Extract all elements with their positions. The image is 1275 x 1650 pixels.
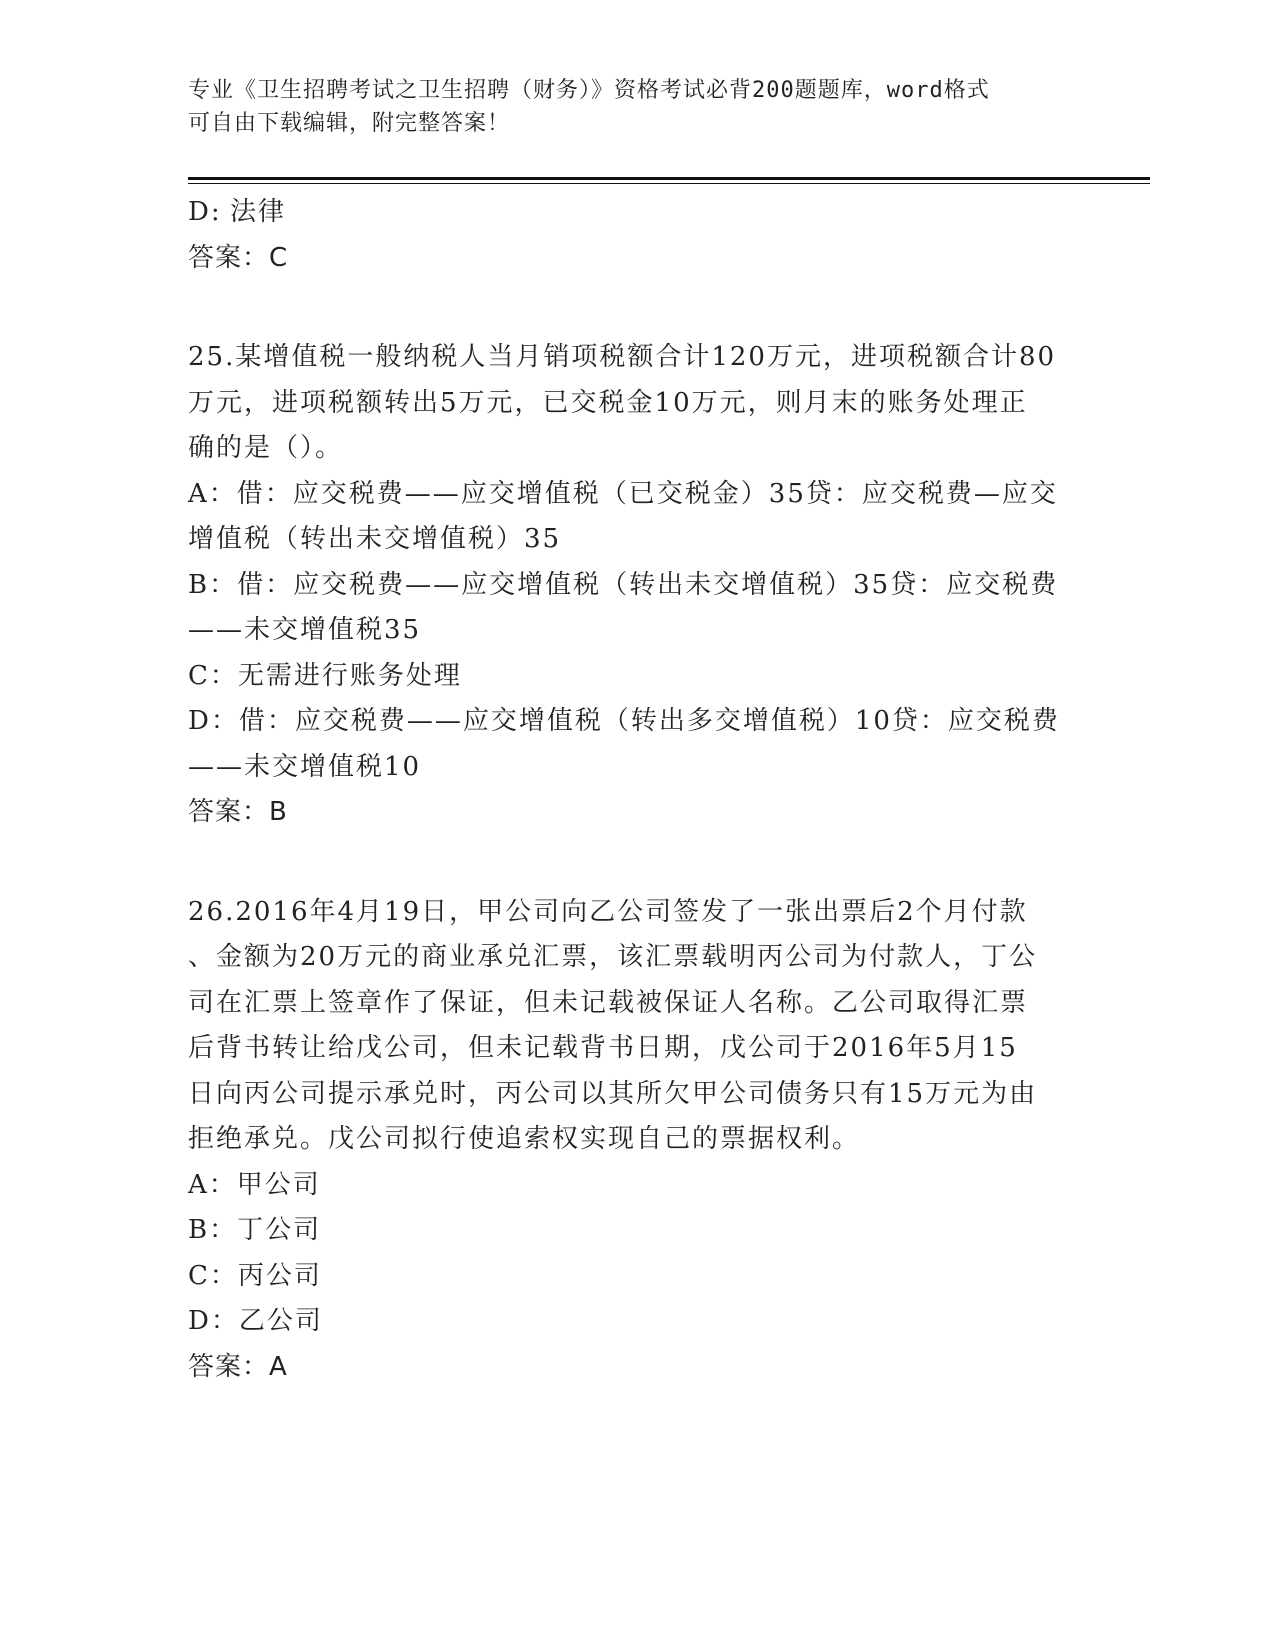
option-c: C：无需进行账务处理 — [188, 660, 462, 691]
option-d — [188, 190, 1078, 236]
question-26 — [188, 890, 1078, 1391]
document-header — [188, 74, 1088, 140]
option-c: C：丙公司 — [188, 1260, 322, 1291]
option-a-line: A：借：应交税费——应交增值税（已交税金）35贷：应交税费—应交 — [188, 478, 1058, 509]
option-text: 法律 — [230, 197, 287, 227]
header-divider-thin — [188, 183, 1150, 184]
option-label: D: — [188, 197, 222, 227]
question-stem-line: 26.2016年4月19日，甲公司向乙公司签发了一张出票后2个月付款 — [188, 896, 1028, 927]
header-divider-thick — [188, 177, 1150, 180]
option-b: B：丁公司 — [188, 1215, 322, 1245]
spacer — [188, 281, 1078, 335]
question-25 — [188, 335, 1078, 836]
header-line-1: 专业《卫生招聘考试之卫生招聘（财务）》资格考试必背200题题库，word格式 — [188, 78, 990, 103]
header-line-2: 可自由下载编辑，附完整答案！ — [188, 111, 511, 136]
option-d: D：乙公司 — [188, 1306, 323, 1336]
option-b-line: ——未交增值税35 — [188, 615, 422, 645]
question-stem-line: 万元，进项税额转出5万元，已交税金10万元，则月末的账务处理正 — [188, 387, 1028, 418]
answer-line: 答案：A — [188, 1351, 288, 1382]
answer-line: 答案：C — [188, 242, 289, 273]
previous-question-tail — [188, 190, 1078, 281]
question-stem-line: 确的是（）。 — [188, 433, 344, 463]
question-stem-line: 拒绝承兑。戊公司拟行使追索权实现自己的票据权利。 — [188, 1124, 861, 1154]
question-stem-line: 25.某增值税一般纳税人当月销项税额合计120万元，进项税额合计80 — [188, 342, 1057, 372]
document-body — [188, 190, 1078, 1390]
option-a: A：甲公司 — [188, 1169, 321, 1200]
option-a-line: 增值税（转出未交增值税）35 — [188, 524, 562, 554]
question-stem-line: 司在汇票上签章作了保证，但未记载被保证人名称。乙公司取得汇票 — [188, 987, 1029, 1018]
option-b-line: B：借：应交税费——应交增值税（转出未交增值税）35贷：应交税费 — [188, 569, 1059, 600]
question-stem-line: 后背书转让给戊公司，但未记载背书日期，戊公司于2016年5月15 — [188, 1033, 1018, 1063]
option-d-line: ——未交增值税10 — [188, 751, 422, 782]
spacer — [188, 836, 1078, 890]
question-stem-line: 日向丙公司提示承兑时，丙公司以其所欠甲公司债务只有15万元为由 — [188, 1078, 1038, 1109]
option-d-line: D：借：应交税费——应交增值税（转出多交增值税）10贷：应交税费 — [188, 706, 1060, 736]
question-stem-line: 、金额为20万元的商业承兑汇票，该汇票载明丙公司为付款人，丁公 — [188, 942, 1038, 972]
answer-line: 答案：B — [188, 797, 288, 827]
